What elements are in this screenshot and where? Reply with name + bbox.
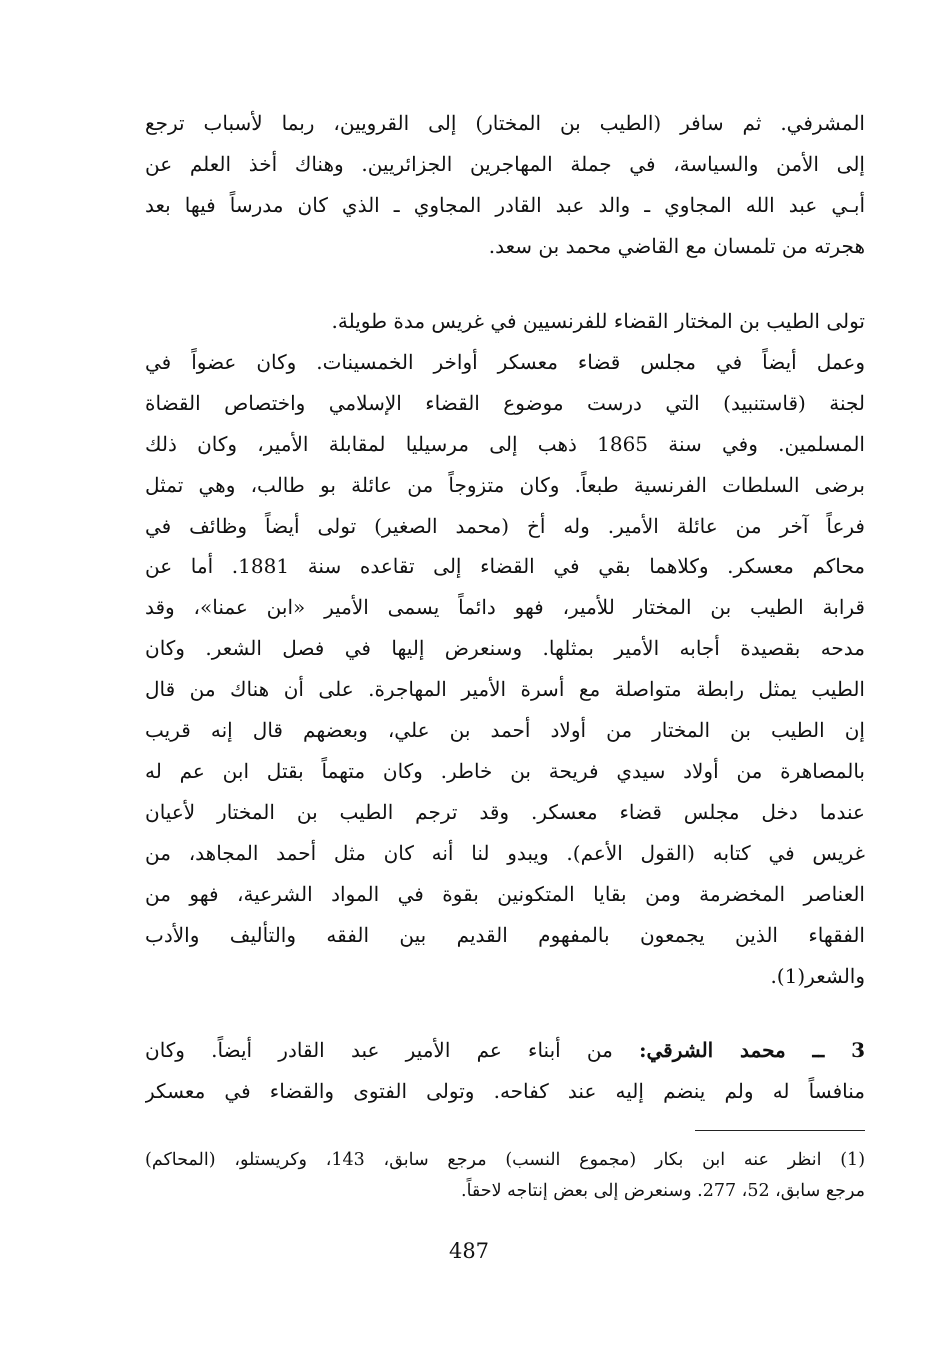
text-line: الطيب يمثل رابطة متواصلة مع أسرة الأمير المهاجرة. على أن هناك من قال bbox=[145, 677, 865, 702]
paragraph-1 bbox=[145, 103, 865, 267]
text-line: المشرفي. ثم سافر (الطيب بن المختار) إلى القرويين، ربما لأسباب ترجع bbox=[145, 111, 865, 135]
footnote-line: (1) انظر عنه ابن بكار (مجموع النسب) مرجع سابق، 143، وكريستلو، (المحاكم) bbox=[145, 1150, 865, 1170]
text-line: الفقهاء الذين يجمعون بالمفهوم القديم بين الفقه والتأليف والأدب bbox=[145, 922, 865, 947]
footnote-line: مرجع سابق، 52، 277. وسنعرض إلى بعض إنتاجه لاحقاً. bbox=[461, 1181, 865, 1201]
text-line: العناصر المخضرمة ومن بقايا المتكونين بقوة في المواد الشرعية، فهو من bbox=[145, 881, 865, 906]
text-line: المسلمين. وفي سنة 1865 ذهب إلى مرسيليا لمقابلة الأمير، وكان ذلك bbox=[145, 431, 865, 456]
page-number: 487 bbox=[448, 1239, 490, 1263]
section-lead: 3 ــ محمد الشرقي: bbox=[639, 1038, 865, 1062]
text-line: قرابة الطيب بن المختار للأمير، فهو دائماً يسمى الأمير «ابن عمنا»، وقد bbox=[145, 595, 865, 620]
text-line: عندما دخل مجلس قضاء معسكر. وقد ترجم الطيب بن المختار لأعيان bbox=[145, 799, 865, 824]
text-line: بالمصاهرة من أولاد سيدي فريحة بن خاطر. وكان متهماً بقتل ابن عم له bbox=[145, 758, 865, 783]
text-line: محاكم معسكر. وكلاهما بقي في القضاء إلى تقاعده سنة 1881. أما عن bbox=[145, 554, 865, 579]
text-line: لجنة (قاستنبيد) التي درست موضوع القضاء الإسلامي واختصاص القضاة bbox=[145, 390, 865, 415]
text-line: إلى الأمن والسياسة، في جملة المهاجرين الجزائريين. وهناك أخذ العلم عن bbox=[145, 151, 865, 176]
footnote-divider bbox=[695, 1130, 865, 1131]
text-line: غريس في كتابه (القول الأعم). ويبدو لنا أنه كان مثل أحمد المجاهد، من bbox=[145, 840, 865, 865]
text-line bbox=[145, 1030, 865, 1071]
text-line: وعمل أيضاً في مجلس قضاء معسكر أواخر الخمسينات. وكان عضواً في bbox=[145, 349, 865, 374]
text-line-rest: من أبناء عم الأمير عبد القادر أيضاً. وكان bbox=[145, 1038, 613, 1062]
text-line: أبـي عبد الله المجاوي ـ والد عبد القادر المجاوي ـ الذي كان مدرساً فيها بعد bbox=[145, 192, 865, 217]
text-line: مدحه بقصيدة أجابه الأمير بمثلها. وسنعرض إليها في فصل الشعر. وكان bbox=[145, 636, 865, 661]
text-line: منافساً له ولم ينضم إليه عند كفاحه. وتولى الفتوى والقضاء في معسكر bbox=[145, 1078, 865, 1103]
paragraph-3 bbox=[145, 1030, 865, 1112]
footnote bbox=[145, 1145, 865, 1207]
text-line: هجرته من تلمسان مع القاضي محمد بن سعد. bbox=[488, 233, 865, 258]
text-line: برضى السلطات الفرنسية طبعاً. وكان متزوجاً من عائلة بو طالب، وهي تمثل bbox=[145, 472, 865, 497]
text-line: فرعاً آخر من عائلة الأمير. وله أخ (محمد الصغير) تولى أيضاً وظائف في bbox=[145, 513, 865, 538]
text-line: إن الطيب بن المختار من أولاد أحمد بن علي، وبعضهم قال إنه قريب bbox=[145, 718, 865, 743]
text-line: والشعر(1). bbox=[770, 963, 865, 988]
text-line: تولى الطيب بن المختار القضاء للفرنسيين في غريس مدة طويلة. bbox=[331, 309, 865, 333]
paragraph-2 bbox=[145, 301, 865, 996]
